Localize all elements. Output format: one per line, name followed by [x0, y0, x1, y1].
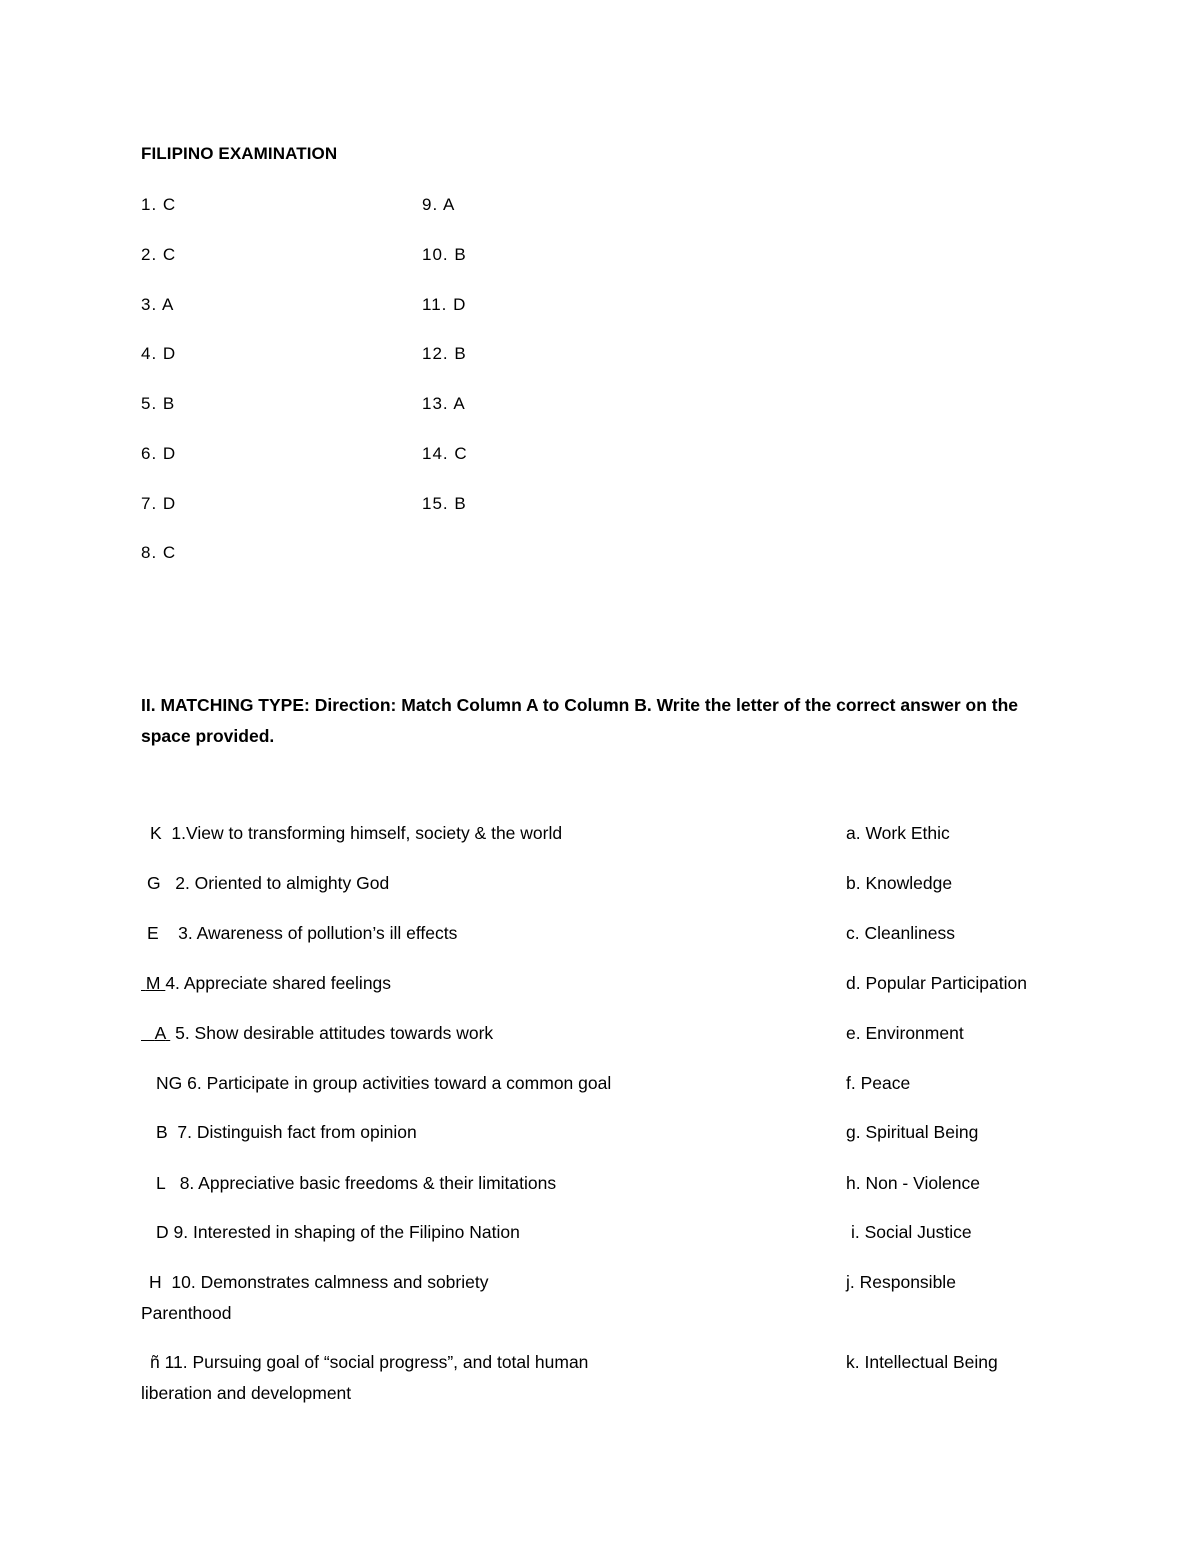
- answer-item: 9. A: [422, 195, 456, 214]
- matching-item-text: 2. Oriented to almighty God: [175, 873, 390, 893]
- matching-answer: H: [149, 1272, 162, 1292]
- matching-item: [150, 818, 562, 849]
- matching-choice: b. Knowledge: [846, 873, 953, 893]
- matching-item-text: 10. Demonstrates calmness and sobriety: [171, 1272, 489, 1292]
- matching-item: [156, 1168, 556, 1199]
- matching-item-text: 3. Awareness of pollution’s ill effects: [178, 923, 458, 943]
- answer-item: 15. B: [422, 494, 467, 513]
- matching-item: [156, 1217, 520, 1248]
- answer-item: 5. B: [141, 394, 176, 413]
- matching-choice: i. Social Justice: [851, 1222, 972, 1242]
- matching-section-header: II. MATCHING TYPE: Direction: Match Column A to Column B. Write the letter of the correct answer on the space provided.: [141, 695, 1018, 746]
- matching-answer: D: [156, 1222, 169, 1242]
- matching-item: [147, 918, 457, 949]
- matching-item: [149, 1267, 488, 1298]
- answer-item: 4. D: [141, 344, 177, 363]
- matching-choice: k. Intellectual Being: [846, 1352, 998, 1372]
- matching-choice: h. Non - Violence: [846, 1173, 980, 1193]
- matching-answer: B: [156, 1122, 168, 1142]
- matching-choice: e. Environment: [846, 1023, 964, 1043]
- answer-item: 13. A: [422, 394, 466, 413]
- answer-item: 14. C: [422, 444, 468, 463]
- answer-item: 12. B: [422, 344, 467, 363]
- matching-item-text: 11. Pursuing goal of “social progress”, and total human: [164, 1352, 589, 1372]
- matching-item: [141, 1018, 493, 1049]
- matching-answer: NG: [156, 1073, 183, 1093]
- matching-answer: [141, 973, 165, 993]
- matching-item-text: 8. Appreciative basic freedoms & their limitations: [179, 1173, 557, 1193]
- matching-answer: E: [147, 923, 159, 943]
- answer-item: 2. C: [141, 245, 177, 264]
- matching-item-text: 6. Participate in group activities toward a common goal: [187, 1073, 612, 1093]
- matching-item-text: 9. Interested in shaping of the Filipino Nation: [173, 1222, 520, 1242]
- matching-item: [156, 1068, 611, 1099]
- matching-item: [147, 868, 389, 899]
- matching-answer: G: [147, 873, 161, 893]
- answer-item: 6. D: [141, 444, 177, 463]
- matching-answer: L: [156, 1173, 166, 1193]
- matching-answer-letter: A: [154, 1023, 166, 1043]
- matching-item-continuation: Parenthood: [141, 1303, 232, 1323]
- matching-choice: f. Peace: [846, 1073, 911, 1093]
- matching-item: [141, 968, 391, 999]
- matching-item-continuation: liberation and development: [141, 1383, 352, 1403]
- answer-item: 3. A: [141, 295, 175, 314]
- matching-answer-letter: M: [145, 973, 161, 993]
- answer-item: 10. B: [422, 245, 467, 264]
- exam-title: FILIPINO EXAMINATION: [141, 144, 338, 163]
- matching-choice: c. Cleanliness: [846, 923, 955, 943]
- matching-answer: K: [150, 823, 162, 843]
- matching-choice: a. Work Ethic: [846, 823, 950, 843]
- matching-answer: ñ: [150, 1352, 160, 1372]
- answer-item: 11. D: [422, 295, 467, 314]
- matching-choice: g. Spiritual Being: [846, 1122, 979, 1142]
- matching-item-text: 5. Show desirable attitudes towards work: [175, 1023, 494, 1043]
- matching-item-text: 1.View to transforming himself, society & the world: [171, 823, 563, 843]
- matching-item-text: 7. Distinguish fact from opinion: [177, 1122, 417, 1142]
- matching-choice: d. Popular Participation: [846, 973, 1027, 993]
- answer-item: 7. D: [141, 494, 177, 513]
- answer-item: 8. C: [141, 543, 177, 562]
- answer-item: 1. C: [141, 195, 177, 214]
- matching-item: [150, 1347, 588, 1378]
- matching-item: [156, 1117, 417, 1148]
- matching-item-text: 4. Appreciate shared feelings: [165, 973, 392, 993]
- matching-answer: [141, 1023, 170, 1043]
- matching-choice: j. Responsible: [846, 1272, 956, 1292]
